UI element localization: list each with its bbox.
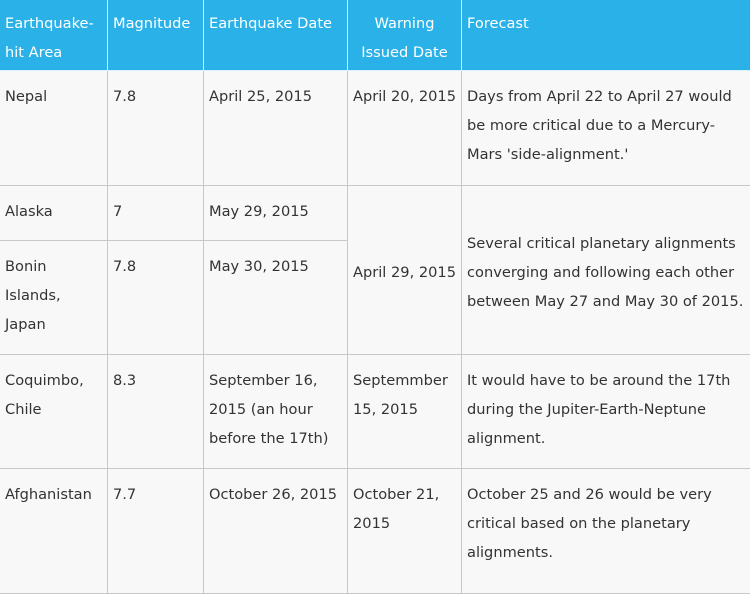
table-row (0, 71, 750, 186)
cell-area: Nepal (0, 71, 108, 186)
header-magnitude: Magnitude (108, 0, 204, 71)
cell-magnitude: 7.8 (108, 241, 204, 355)
cell-area: Afghanistan (0, 469, 108, 594)
cell-magnitude: 7.8 (108, 71, 204, 186)
cell-date: May 30, 2015 (204, 241, 348, 355)
cell-warning: October 21, 2015 (348, 469, 462, 594)
cell-magnitude: 7 (108, 186, 204, 241)
table-header (0, 0, 750, 71)
table-body (0, 71, 750, 594)
header-date: Earthquake Date (204, 0, 348, 71)
table-row (0, 469, 750, 594)
cell-forecast: Days from April 22 to April 27 would be more critical due to a Mercury-Mars 'side-alignment.' (462, 71, 750, 186)
header-forecast: Forecast (462, 0, 750, 71)
cell-forecast: Several critical planetary alignments converging and following each other between May 27 and May 30 of 2015. (462, 186, 750, 355)
cell-area: Alaska (0, 186, 108, 241)
cell-area: Bonin Islands, Japan (0, 241, 108, 355)
cell-date: October 26, 2015 (204, 469, 348, 594)
header-area: Earthquake-hit Area (0, 0, 108, 71)
cell-date: May 29, 2015 (204, 186, 348, 241)
cell-area: Coquimbo, Chile (0, 355, 108, 469)
cell-date: September 16, 2015 (an hour before the 17th) (204, 355, 348, 469)
cell-warning: April 29, 2015 (348, 186, 462, 355)
cell-magnitude: 8.3 (108, 355, 204, 469)
cell-forecast: It would have to be around the 17th during the Jupiter-Earth-Neptune alignment. (462, 355, 750, 469)
cell-magnitude: 7.7 (108, 469, 204, 594)
cell-forecast: October 25 and 26 would be very critical based on the planetary alignments. (462, 469, 750, 594)
table-row (0, 186, 750, 241)
cell-date: April 25, 2015 (204, 71, 348, 186)
table-row (0, 355, 750, 469)
cell-warning: April 20, 2015 (348, 71, 462, 186)
header-row (0, 0, 750, 71)
cell-warning: Septemmber 15, 2015 (348, 355, 462, 469)
header-warning: Warning Issued Date (348, 0, 462, 71)
